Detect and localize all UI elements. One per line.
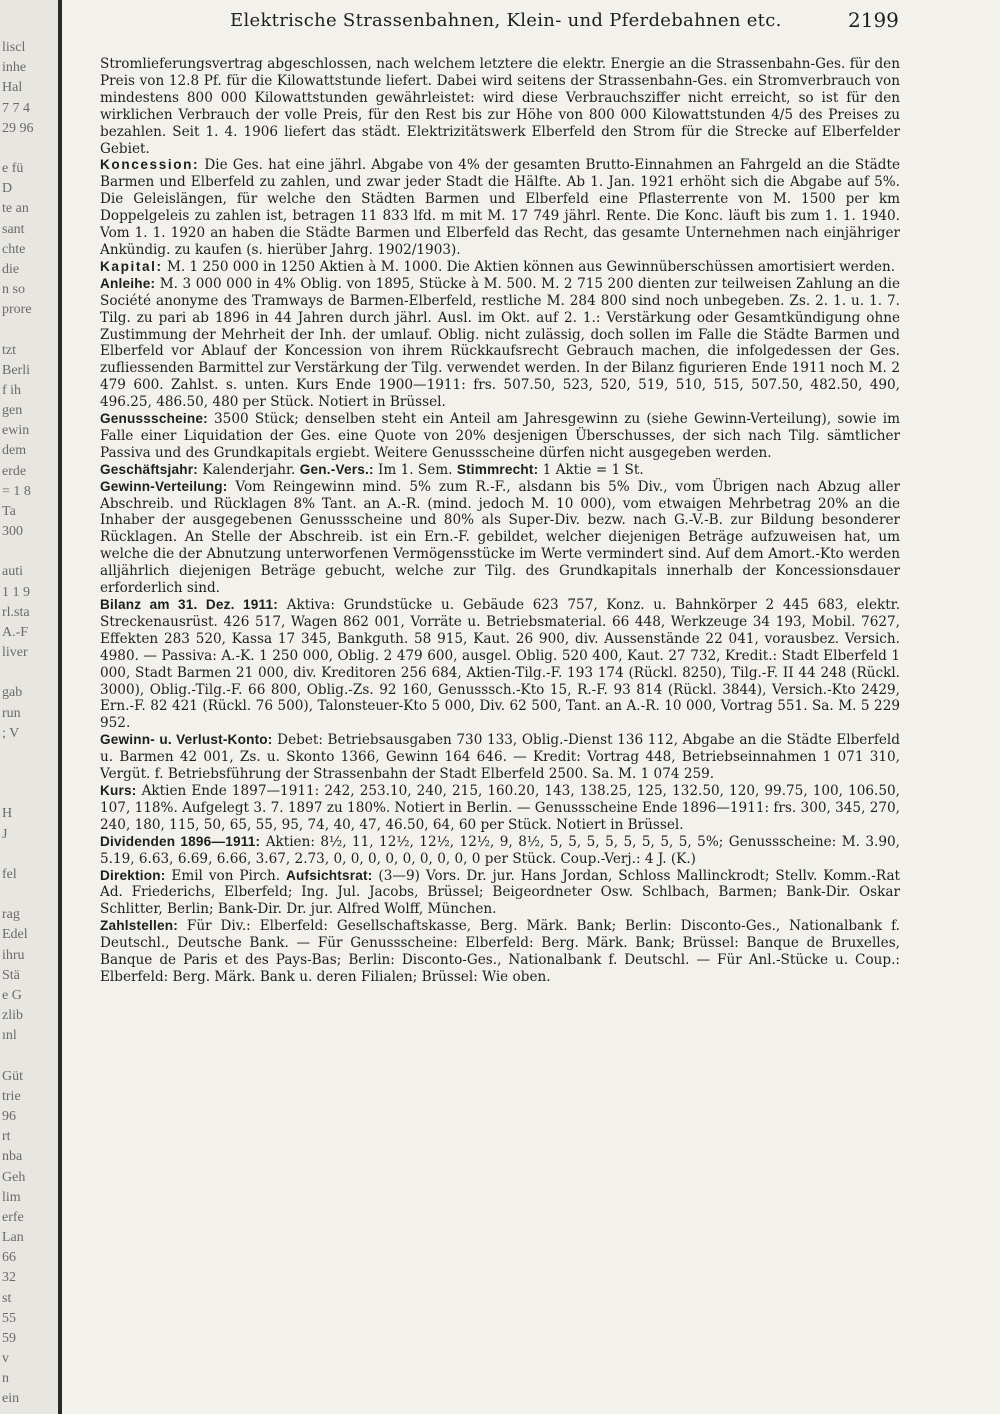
section-label: Kapital:: [100, 258, 163, 274]
gutter-fragment: Hal: [2, 80, 23, 96]
gutter-fragment: Berli: [2, 362, 30, 378]
gutter-fragment: f ih: [2, 382, 22, 398]
gutter-fragment: fel: [2, 866, 17, 882]
gutter-fragment: liver: [2, 645, 28, 661]
paragraph-zahlstellen: [100, 918, 900, 986]
gutter-fragment: st: [2, 1290, 12, 1306]
gutter-fragment: H: [2, 806, 13, 822]
paragraph-text-stimmrecht: 1 Aktie = 1 St.: [542, 461, 644, 478]
gutter-fragment: Stä: [2, 967, 20, 983]
gutter-fragment: liscl: [2, 40, 26, 55]
page-number: 2199: [848, 8, 899, 32]
section-label: Kurs:: [100, 782, 137, 798]
binding-spine: [58, 0, 62, 1414]
gutter-fragment: rl.sta: [2, 604, 30, 620]
paragraph-text: 3500 Stück; denselben steht ein Anteil am Jahresgewinn zu (siehe Gewinn-Verteilung), sowie im Falle einer Liquidation der Ges. eine Quote von 20% desjenigen Überschusses, der sich nach Tilg. sämtlicher Passiva und des Grundkapitals ergiebt. Weitere Genussscheine dürfen nicht ausgegeben werden.: [100, 411, 900, 461]
gutter-fragment: Güt: [2, 1068, 23, 1084]
section-label: Genussscheine:: [100, 411, 208, 427]
gutter-fragment: erde: [2, 463, 27, 479]
gutter-fragment: e fü: [2, 161, 24, 177]
paragraph-koncession: [100, 157, 900, 258]
gutter-fragment: Ta: [2, 503, 16, 519]
paragraph-direktion: [100, 868, 900, 919]
gutter-fragment: dem: [2, 443, 27, 459]
gutter-fragment: die: [2, 261, 20, 277]
paragraph-text: M. 1 250 000 in 1250 Aktien à M. 1000. Die Aktien können aus Gewinnüberschüssen amortisiert werden.: [166, 258, 896, 275]
gutter-fragment: run: [2, 705, 21, 721]
gutter-fragment: zlib: [2, 1008, 23, 1024]
gutter-fragment: te an: [2, 201, 29, 217]
gutter-fragment: 300: [2, 524, 23, 540]
paragraph-text: Vom Reingewinn mind. 5% zum R.-F., alsdann bis 5% Div., vom Übrigen nach Abzug aller Abschreib. und Rücklagen 8% Tant. an A.-R. (mind. jedoch M. 10 000), vom etwaigen Mehrbetrag 20% an die Inhaber der ausgegebenen Genussscheine und 80% als Super-Div. bezw. nach G.-V.-B. zur Bildung besonderer Rücklagen. An Stelle der Abschreib. ist ein Ern.-F. gebildet, welcher diejenigen Beträge aufzuweisen hat, um welche die der Abnutzung unterworfenen Vermögensstücke im Werte vermindert sind. Auf dem Amort.-Kto werden alljährlich diejenigen Beträge gebucht, welche zur Tilg. des Grundkapitals innerhalb der Koncessionsdauer erforderlich sind.: [100, 478, 900, 597]
document-page: [100, 0, 920, 1414]
section-label-aufsichtsrat: Aufsichtsrat:: [286, 867, 373, 883]
section-label: Gewinn- u. Verlust-Konto:: [100, 732, 273, 748]
gutter-fragment: rag: [2, 907, 20, 923]
gutter-fragment: ihru: [2, 947, 25, 963]
gutter-fragment: erfe: [2, 1209, 24, 1225]
gutter-fragment: 7 7 4: [2, 100, 30, 116]
section-label: Zahlstellen:: [100, 918, 178, 934]
gutter-fragment: 59: [2, 1330, 16, 1346]
paragraph-text: Die Ges. hat eine jährl. Abgabe von 4% der gesamten Brutto-Einnahmen an Fahrgeld an die Städte Barmen und Elberfeld zu zahlen, und zwar jeder Stadt die Hälfte. Ab 1. Jan. 1921 erhöht sich die Abgabe auf 5%. Die Geleislängen, für welche den Städten Barmen und Elberfeld eine Pflasterrente von M. 1500 per km Doppelgeleis zu zahlen ist, betragen 11 833 lfd. m mit M. 17 749 jährl. Rente. Die Konc. läuft bis zum 1. 1. 1940. Vom 1. 1. 1920 an haben die Städte Barmen und Elberfeld das Recht, das gesamte Unternehmen nach einjähriger Ankündig. zu kaufen (s. hierüber Jahrg. 1902/1903).: [100, 157, 900, 258]
gutter-fragment: ınl: [2, 1028, 17, 1044]
gutter-fragment: sant: [2, 221, 25, 237]
gutter-fragment: tzt: [2, 342, 16, 358]
section-label: Direktion:: [100, 867, 166, 883]
paragraph-text: Aktiva: Grundstücke u. Gebäude 623 757, Konz. u. Bahnkörper 2 445 683, elektr. Streckenausrüst. 426 517, Wagen 862 001, Vorräte u. Betriebsmaterial. 66 448, Werkzeuge 34 193, Mobil. 7627, Effekten 283 520, Kassa 17 345, Bankguth. 58 915, Kaut. 26 900, div. Aussenstände 22 041, vorausbez. Versich. 4980. — Passiva: A.-K. 1 250 000, Oblig. 2 479 600, ausgel. Oblig. 520 400, Kaut. 27 732, Kredit.: Stadt Elberfeld 1 000, Stadt Barmen 21 000, div. Kreditoren 256 684, Aktien-Tilg.-F. 193 174 (Rückl. 8250), Tilg.-F. II 44 248 (Rückl. 3000), Oblig.-Tilg.-F. 66 800, Oblig.-Zs. 92 160, Genusssch.-Kto 15, R.-F. 93 814 (Rückl. 3844), Versich.-Kto 2429, Ern.-F. 82 421 (Rückl. 76 500), Talonsteuer-Kto 5 000, Div. 62 500, Tant. an A.-R. 10 000, Vortrag 551. Sa. M. 5 229 952.: [100, 597, 901, 732]
gutter-fragment: 55: [2, 1310, 16, 1326]
gutter-fragment: inhe: [2, 60, 27, 76]
gutter-fragment: ; V: [2, 725, 20, 741]
gutter-fragment: rt: [2, 1129, 11, 1145]
paragraph-dividenden: [100, 834, 900, 868]
gutter-fragment: ein: [2, 1391, 20, 1407]
paragraph-anleihe: [100, 276, 900, 411]
gutter-fragment: D: [2, 181, 13, 197]
gutter-fragment: 32: [2, 1270, 16, 1286]
paragraph-text: Kalenderjahr.: [202, 461, 296, 478]
gutter-fragment: n: [2, 1371, 9, 1387]
paragraph-kurs: [100, 783, 900, 834]
gutter-fragment: A.-F: [2, 624, 29, 640]
section-label-gen-vers: Gen.-Vers.:: [299, 461, 374, 477]
gutter-fragment: Geh: [2, 1169, 26, 1185]
section-label: Anleihe:: [100, 275, 156, 291]
paragraph-text: Emil von Pirch.: [171, 867, 281, 884]
gutter-fragment: auti: [2, 564, 23, 580]
paragraph-text: Aktien: 8½, 11, 12½, 12½, 12½, 9, 8½, 5, 5, 5, 5, 5, 5, 5, 5, 5%; Genussscheine: M. 3.90, 5.19, 6.63, 6.69, 6.66, 3.67, 2.73, 0, 0, 0, 0, 0, 0, 0, 0, 0 per Stück. Coup.-Verj.: 4 J. (K.): [100, 833, 900, 867]
gutter-fragment: v: [2, 1351, 9, 1367]
paragraph-bilanz: [100, 597, 900, 732]
paragraph-kapital: [100, 259, 900, 276]
gutter-fragment: lim: [2, 1189, 21, 1205]
paragraph-text: Aktien Ende 1897—1911: 242, 253.10, 240, 215, 160.20, 143, 138.25, 125, 132.50, 120, 99.75, 100, 106.50, 107, 118%. Aufgelegt 3. 7. 1897 zu 180%. Notiert in Berlin. — Genussscheine Ende 1896—1911: frs. 300, 345, 270, 240, 180, 115, 50, 65, 55, 95, 74, 40, 47, 46.50, 64, 60 per Stück. Notiert in Brüssel.: [100, 782, 900, 833]
paragraph-text: Debet: Betriebsausgaben 730 133, Oblig.-Dienst 136 112, Abgabe an die Städte Elberfeld u. Barmen 42 001, Zs. u. Skonto 1366, Gewinn 164 646. — Kredit: Vortrag 448, Betriebseinnahmen 1 071 310, Vergüt. f. Betriebsführung der Strassenbahn der Stadt Elberfeld 2500. Sa. M. 1 074 259.: [100, 732, 900, 783]
gutter-fragment: n so: [2, 282, 25, 298]
gutter-fragment: nba: [2, 1149, 23, 1165]
gutter-fragment: trie: [2, 1088, 21, 1104]
paragraph-gewinn-verteilung: [100, 479, 900, 597]
paragraph-gewinn-verlust: [100, 732, 900, 783]
paragraph-genussscheine: [100, 411, 900, 462]
running-title: Elektrische Strassenbahnen, Klein- und Pferdebahnen etc.: [230, 10, 782, 31]
gutter-fragment: 66: [2, 1250, 16, 1266]
gutter-fragment: J: [2, 826, 8, 842]
section-label: Dividenden 1896—1911:: [100, 833, 261, 849]
paragraph-geschaeftsjahr: [100, 462, 900, 479]
paragraph-text: Für Div.: Elberfeld: Gesellschaftskasse, Berg. Märk. Bank; Berlin: Disconto-Ges., Nationalbank f. Deutschl., Deutsche Bank. — Für Genussscheine: Elberfeld: Berg. Märk. Bank; Brüssel: Banque de Bruxelles, Banque de Paris et des Pays-Bas; Berlin: Disconto-Ges., Nationalbank f. Deutschl. — Für Anl.-Stücke u. Coup.: Elberfeld: Berg. Märk. Bank u. deren Filialen; Brüssel: Wie oben.: [100, 918, 900, 985]
gutter-fragment: prore: [2, 302, 32, 318]
gutter-fragment: 96: [2, 1109, 16, 1125]
paragraph-text: M. 3 000 000 in 4% Oblig. von 1895, Stücke à M. 500. M. 2 715 200 dienten zur teilweisen Zahlung an die Société anonyme des Tramways de Barmen-Elberfeld, restliche M. 284 800 sind noch unbegeben. Zs. 2. 1. u. 1. 7. Tilg. zu pari ab 1896 in 44 Jahren durch jährl. Ausl. im Okt. auf 2. 1.: Verstärkung oder Gesamtkündigung ohne Zustimmung der Mehrheit der Inh. der umlauf. Oblig. nicht zulässig, doch sollen im Falle die Städte Barmen und Elberfeld vor Ablauf der Koncession von ihrem Rückkaufsrecht Gebrauch machen, die infolgedessen der Ges. zufliessenden Barmittel zur Verstärkung der Tilg. verwendet werden. In der Bilanz figurieren Ende 1911 noch M. 2 479 600. Zahlst. s. unten. Kurs Ende 1900—1911: frs. 507.50, 523, 520, 519, 510, 515, 507.50, 482.50, 490, 496.25, 486.50, 480 per Stück. Notiert in Brüssel.: [100, 275, 900, 411]
section-label-stimmrecht: Stimmrecht:: [456, 461, 539, 477]
gutter-fragment: 1 1 9: [2, 584, 30, 600]
section-label: Koncession:: [100, 157, 200, 173]
gutter-fragment: Lan: [2, 1230, 24, 1246]
gutter-fragment: gab: [2, 685, 23, 701]
paragraph-text-aufsichtsrat: (3—9) Vors. Dr. jur. Hans Jordan, Schloss Mallinckrodt; Stellv. Komm.-Rat Ad. Friederichs, Elberfeld; Ing. Jul. Jacobs, Brüssel; Beigeordneter Osw. Schlbach, Barmen; Bank-Dir. Oskar Schlitter, Berlin; Bank-Dir. Dr. jur. Alfred Wolff, München.: [100, 867, 901, 918]
section-label: Bilanz am 31. Dez. 1911:: [100, 597, 279, 612]
gutter-fragment: Edel: [2, 927, 28, 943]
paragraph-text-gen-vers: Im 1. Sem.: [378, 461, 453, 478]
paragraph-text: Stromlieferungsvertrag abgeschlossen, nach welchem letztere die elektr. Energie an die Strassenbahn-Ges. für den Preis von 12.8 Pf. für die Kilowattstunde liefert. Dabei wird seitens der Strassenbahn-Ges. ein Stromverbrauch von mindestens 800 000 Kilowattstunden gewährleistet: wird diese Verbrauchsziffer nicht erreicht, so ist für den wirklichen Verbrauch der volle Preis, für den Rest bis zur Höhe von 800 000 Kilowattstunden 4/5 des Preises zu bezahlen. Seit 1. 4. 1906 liefert das städt. Elektrizitätswerk Elberfeld den Strom für die Strecke auf Elberfelder Gebiet.: [100, 56, 900, 157]
gutter-fragment: e G: [2, 988, 22, 1003]
section-label: Geschäftsjahr:: [100, 461, 198, 477]
gutter-fragment: 29 96: [2, 120, 34, 136]
adjacent-page-gutter: [0, 0, 62, 1414]
gutter-fragment: = 1 8: [2, 483, 31, 499]
paragraph-stromlieferung: [100, 56, 900, 157]
gutter-fragment: chte: [2, 241, 26, 257]
gutter-fragment: gen: [2, 403, 23, 419]
document-body: [100, 56, 900, 986]
section-label: Gewinn-Verteilung:: [100, 478, 228, 494]
gutter-fragment: ewin: [2, 423, 30, 439]
